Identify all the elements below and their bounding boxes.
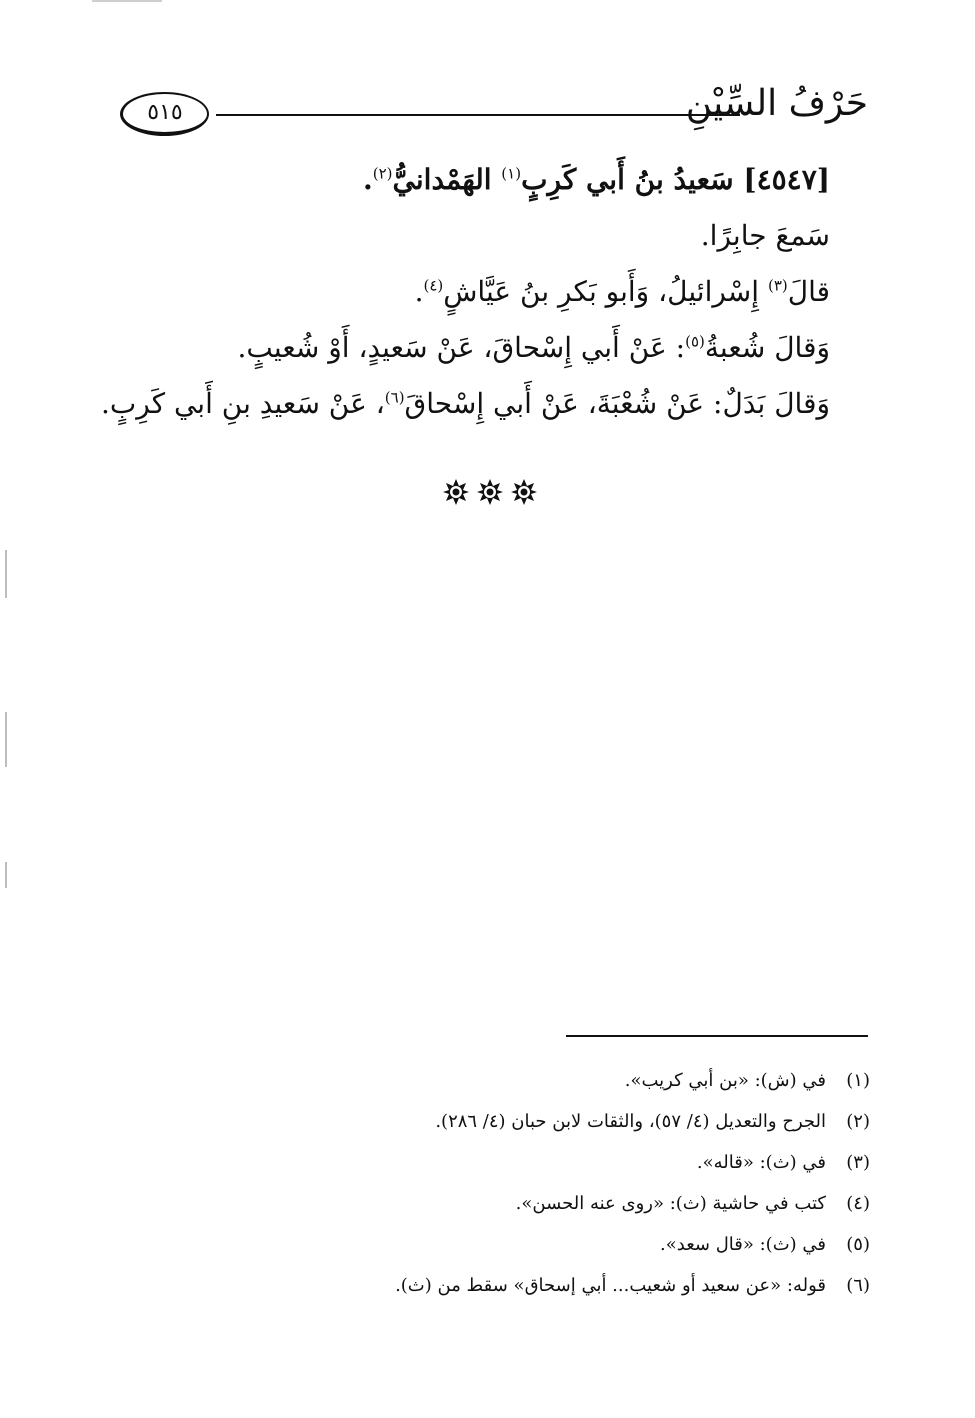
footnote-ref[interactable]: (٥) [685, 332, 705, 351]
footnote-item [310, 1101, 870, 1142]
footnote-text: في (ث): «قال سعد». [660, 1234, 826, 1255]
footnote-item [310, 1224, 870, 1265]
footnotes [310, 1060, 870, 1306]
entry-nisba: الهَمْدانيُّ [392, 163, 492, 196]
footnote-item [310, 1183, 870, 1224]
text-segment: وَقالَ شُعبةُ [704, 331, 830, 364]
entry-body [101, 152, 830, 432]
page-number-badge [120, 92, 209, 136]
footnote-text: الجرح والتعديل (٤/ ٥٧)، والثقات لابن حبان (٤/ ٢٨٦). [435, 1111, 826, 1132]
text-line [150, 320, 830, 376]
section-ornaments [440, 478, 540, 508]
footnote-ref[interactable]: (٣) [767, 276, 788, 295]
text-segment: . [414, 275, 424, 308]
footnote-number: (٤) [846, 1193, 870, 1214]
footnote-number: (٢) [846, 1111, 870, 1132]
entry-heading [150, 152, 830, 208]
text-segment: وَقالَ بَدَلٌ: عَنْ شُعْبَةَ، عَنْ أَبي إِسْحاقَ [404, 387, 830, 420]
star-ornament-icon [442, 478, 470, 506]
text-segment: إِسْرائيلُ، وَأَبو بَكرِ بنُ عَيَّاشٍ [443, 275, 760, 308]
footnote-item [310, 1142, 870, 1183]
footnote-ref[interactable]: (٢) [372, 164, 393, 183]
footnote-number: (٥) [846, 1234, 870, 1255]
scan-artifact-top [92, 0, 162, 2]
entry-name: سَعيدُ بنُ أَبي كَرِبٍ [521, 163, 734, 196]
entry-heading-end: . [363, 163, 373, 196]
footnote-ref[interactable]: (٦) [384, 388, 405, 407]
footnote-ref[interactable]: (١) [501, 164, 522, 183]
footnote-item [310, 1060, 870, 1101]
scan-artifact-mark [5, 550, 7, 598]
section-title: حَرْفُ السِّيْنِ [685, 83, 868, 124]
text-segment: : عَنْ أَبي إِسْحاقَ، عَنْ سَعيدٍ، أَوْ شُعيبٍ. [237, 331, 686, 364]
footnote-number: (٣) [846, 1152, 870, 1173]
footnote-number: (١) [846, 1070, 870, 1091]
text-segment: ، عَنْ سَعيدِ بنِ أَبي كَرِبٍ. [101, 387, 385, 420]
scan-artifact-mark [5, 712, 7, 767]
scan-artifact-mark [5, 862, 7, 888]
page-number: ٥١٥ [147, 100, 183, 125]
star-ornament-icon [510, 478, 538, 506]
footnote-item [310, 1265, 870, 1306]
footnote-number: (٦) [846, 1275, 870, 1296]
star-ornament-icon [476, 478, 504, 506]
footnote-text: كتب في حاشية (ث): «روى عنه الحسن». [515, 1193, 826, 1214]
text-line [150, 264, 830, 320]
footnote-text: قوله: «عن سعيد أو شعيب... أبي إسحاق» سقط من (ث). [395, 1275, 826, 1296]
footnote-text: في (ش): «بن أبي كريب». [624, 1070, 826, 1091]
entry-number: [٤٥٤٧] [743, 163, 830, 196]
header-rule [216, 114, 740, 116]
text-segment: قالَ [787, 275, 830, 308]
running-header [120, 82, 868, 152]
footnote-text: في (ث): «قاله». [696, 1152, 826, 1173]
footnote-ref[interactable]: (٤) [423, 276, 444, 295]
text-line: سَمعَ جابِرًا. [700, 219, 830, 252]
footnote-separator [566, 1035, 868, 1037]
text-line [101, 376, 830, 432]
